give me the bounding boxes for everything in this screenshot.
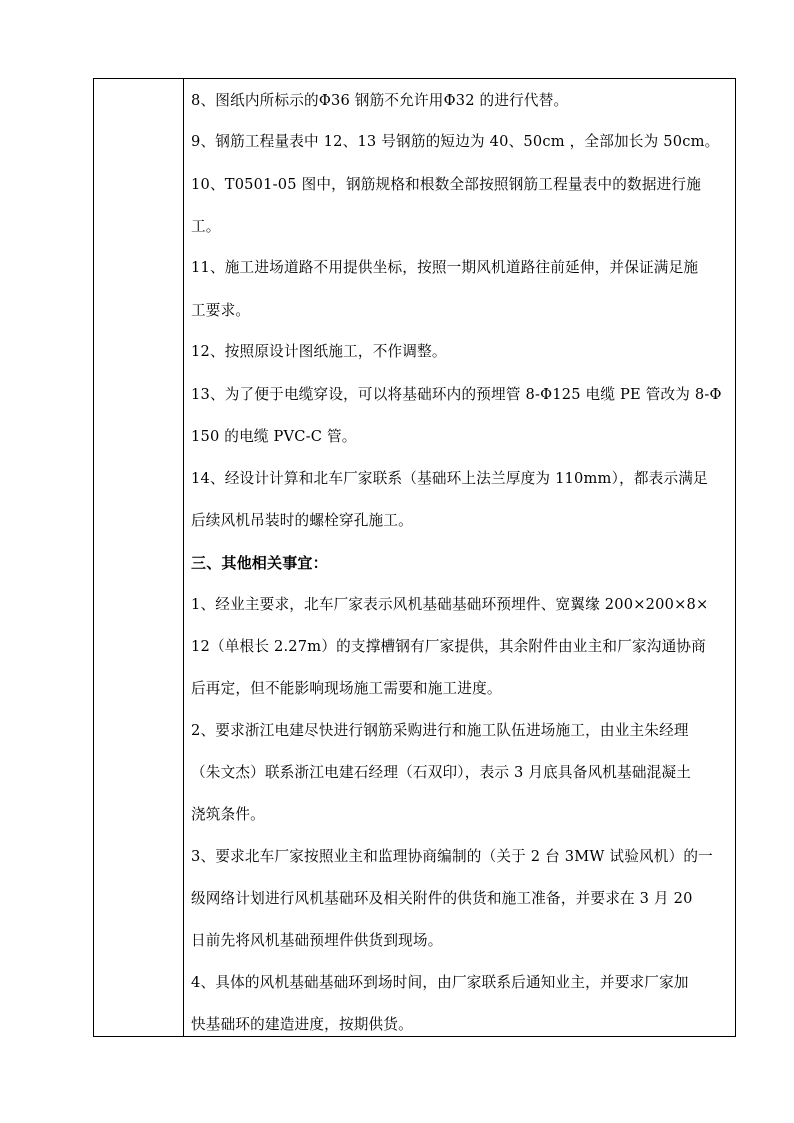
other-3-line-1: 3、要求北车厂家按照业主和监理协商编制的（关于 2 台 3MW 试验风机）的一 (191, 848, 713, 865)
item-13-line-1: 13、为了便于电缆穿设，可以将基础环内的预埋管 8-Φ125 电缆 PE 管改为 8-Φ (191, 386, 722, 403)
other-1-line-2: 12（单根长 2.27m）的支撑槽钢有厂家提供，其余附件由业主和厂家沟通协商 (191, 638, 706, 655)
other-2-line-3: 浇筑条件。 (191, 806, 265, 823)
item-10-line-2: 工。 (191, 218, 221, 235)
other-1-line-1: 1、经业主要求，北车厂家表示风机基础基础环预埋件、宽翼缘 200×200×8× (191, 596, 709, 613)
item-11-line-2: 工要求。 (191, 302, 251, 319)
other-4-line-1: 4、具体的风机基础基础环到场时间，由厂家联系后通知业主，并要求厂家加 (191, 974, 689, 991)
item-11-line-1: 11、施工进场道路不用提供坐标，按照一期风机道路往前延伸，并保证满足施 (191, 259, 699, 276)
item-13-line-2: 150 的电缆 PVC-C 管。 (191, 428, 357, 445)
meeting-minutes-table (93, 78, 736, 1037)
section-heading-other-matters: 三、其他相关事宜： (191, 554, 328, 572)
item-9-line-1: 9、钢筋工程量表中 12、13 号钢筋的短边为 40、50cm ，全部加长为 50cm。 (191, 133, 720, 150)
other-4-line-2: 快基础环的建造进度，按期供货。 (191, 1016, 413, 1033)
other-2-line-1: 2、要求浙江电建尽快进行钢筋采购进行和施工队伍进场施工，由业主朱经理 (191, 722, 689, 739)
column-divider (183, 79, 184, 1036)
other-1-line-3: 后再定，但不能影响现场施工需要和施工进度。 (191, 680, 502, 697)
item-12-line-1: 12、按照原设计图纸施工，不作调整。 (191, 343, 447, 360)
item-8-line-1: 8、图纸内所标示的Φ36 钢筋不允许用Φ32 的进行代替。 (191, 92, 569, 109)
item-10-line-1: 10、T0501-05 图中，钢筋规格和根数全部按照钢筋工程量表中的数据进行施 (191, 176, 702, 193)
other-3-line-2: 级网络计划进行风机基础环及相关附件的供货和施工准备，并要求在 3 月 20 (191, 890, 693, 907)
item-14-line-2: 后续风机吊装时的螺栓穿孔施工。 (191, 512, 413, 529)
other-3-line-3: 日前先将风机基础预埋件供货到现场。 (191, 932, 443, 949)
item-14-line-1: 14、经设计计算和北车厂家联系（基础环上法兰厚度为 110mm），都表示满足 (191, 470, 708, 487)
other-2-line-2: （朱文杰）联系浙江电建石经理（石双印），表示 3 月底具备风机基础混凝土 (191, 764, 692, 781)
